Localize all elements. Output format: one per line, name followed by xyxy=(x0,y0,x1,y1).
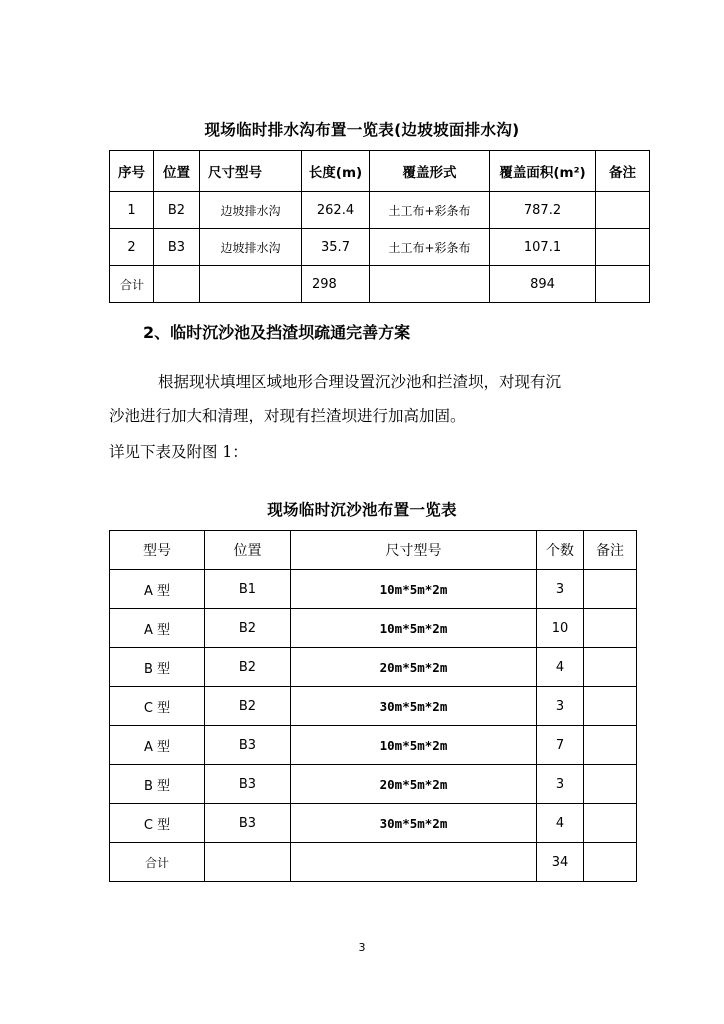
header-cell: 型号 xyxy=(110,531,205,570)
table-cell: 30m*5m*2m xyxy=(291,804,537,843)
table-cell xyxy=(584,687,637,726)
table-cell: B3 xyxy=(205,804,291,843)
table-cell: 20m*5m*2m xyxy=(291,648,537,687)
page-number: 3 xyxy=(358,941,366,954)
table-cell: B3 xyxy=(154,229,200,266)
table-cell: B 型 xyxy=(110,648,205,687)
table-total-row xyxy=(110,843,637,882)
table-cell: 3 xyxy=(537,570,584,609)
table-cell: 土工布+彩条布 xyxy=(370,229,490,266)
table-cell xyxy=(584,726,637,765)
table-row xyxy=(110,687,637,726)
table-cell: B2 xyxy=(205,609,291,648)
table1-title: 现场临时排水沟布置一览表(边坡坡面排水沟) xyxy=(204,121,520,139)
table-cell: 土工布+彩条布 xyxy=(370,192,490,229)
table-cell xyxy=(584,570,637,609)
table-cell: 4 xyxy=(537,648,584,687)
table-row xyxy=(110,648,637,687)
table-cell: 10m*5m*2m xyxy=(291,726,537,765)
table-cell xyxy=(584,609,637,648)
sediment-pond-table xyxy=(109,530,637,882)
table-total-row xyxy=(110,266,650,303)
header-cell: 覆盖形式 xyxy=(370,151,490,192)
table-cell: B2 xyxy=(205,648,291,687)
table-cell: B1 xyxy=(205,570,291,609)
header-cell: 位置 xyxy=(205,531,291,570)
table-cell xyxy=(584,804,637,843)
table-row xyxy=(110,726,637,765)
paragraph-line: 沙池进行加大和清理，对现有拦渣坝进行加高加固。 xyxy=(109,407,466,425)
table-cell xyxy=(584,765,637,804)
table-cell: 7 xyxy=(537,726,584,765)
table-cell xyxy=(205,843,291,882)
table-cell xyxy=(291,843,537,882)
header-cell: 尺寸型号 xyxy=(200,151,302,192)
table-cell: A 型 xyxy=(110,570,205,609)
table-cell: 787.2 xyxy=(490,192,596,229)
paragraph-line: 详见下表及附图 1： xyxy=(109,443,248,461)
header-cell: 个数 xyxy=(537,531,584,570)
table-cell: 4 xyxy=(537,804,584,843)
total-label: 合计 xyxy=(110,843,205,882)
table-cell: 107.1 xyxy=(490,229,596,266)
header-cell: 序号 xyxy=(110,151,154,192)
header-cell: 尺寸型号 xyxy=(291,531,537,570)
table-cell: A 型 xyxy=(110,726,205,765)
table-cell xyxy=(370,266,490,303)
header-cell: 位置 xyxy=(154,151,200,192)
table-cell: B2 xyxy=(205,687,291,726)
table-cell: C 型 xyxy=(110,804,205,843)
table-cell: 10 xyxy=(537,609,584,648)
table-cell: C 型 xyxy=(110,687,205,726)
table-cell: 262.4 xyxy=(302,192,370,229)
table-cell xyxy=(584,843,637,882)
table-row xyxy=(110,229,650,266)
table-cell: B2 xyxy=(154,192,200,229)
table-cell: 3 xyxy=(537,765,584,804)
table-header-row xyxy=(110,531,637,570)
table-cell: 边坡排水沟 xyxy=(200,192,302,229)
table-cell: B3 xyxy=(205,765,291,804)
header-cell: 覆盖面积(m²) xyxy=(490,151,596,192)
header-cell: 备注 xyxy=(596,151,650,192)
table-row xyxy=(110,192,650,229)
total-length: 298 xyxy=(302,266,370,303)
table-cell: A 型 xyxy=(110,609,205,648)
header-cell: 长度(m) xyxy=(302,151,370,192)
table-cell: 10m*5m*2m xyxy=(291,570,537,609)
table-row xyxy=(110,609,637,648)
table-cell: 1 xyxy=(110,192,154,229)
table-cell xyxy=(584,648,637,687)
table-cell xyxy=(596,229,650,266)
table-row xyxy=(110,804,637,843)
table-cell xyxy=(596,266,650,303)
paragraph-line: 根据现状填埋区域地形合理设置沉沙池和拦渣坝，对现有沉 xyxy=(158,373,562,391)
header-cell: 备注 xyxy=(584,531,637,570)
total-area: 894 xyxy=(490,266,596,303)
total-count: 34 xyxy=(537,843,584,882)
table-row xyxy=(110,570,637,609)
total-label: 合计 xyxy=(110,266,154,303)
table-cell xyxy=(200,266,302,303)
table-cell: B 型 xyxy=(110,765,205,804)
drainage-ditch-table xyxy=(109,150,650,303)
table-cell: 2 xyxy=(110,229,154,266)
table-header-row xyxy=(110,151,650,192)
table-cell: 35.7 xyxy=(302,229,370,266)
table-cell xyxy=(596,192,650,229)
section-heading: 2、临时沉沙池及挡渣坝疏通完善方案 xyxy=(143,323,411,342)
table2-title: 现场临时沉沙池布置一览表 xyxy=(267,501,457,519)
table-cell: 3 xyxy=(537,687,584,726)
table-cell: 20m*5m*2m xyxy=(291,765,537,804)
table-cell: B3 xyxy=(205,726,291,765)
table-cell: 边坡排水沟 xyxy=(200,229,302,266)
table-cell: 10m*5m*2m xyxy=(291,609,537,648)
table-row xyxy=(110,765,637,804)
table-cell xyxy=(154,266,200,303)
table-cell: 30m*5m*2m xyxy=(291,687,537,726)
